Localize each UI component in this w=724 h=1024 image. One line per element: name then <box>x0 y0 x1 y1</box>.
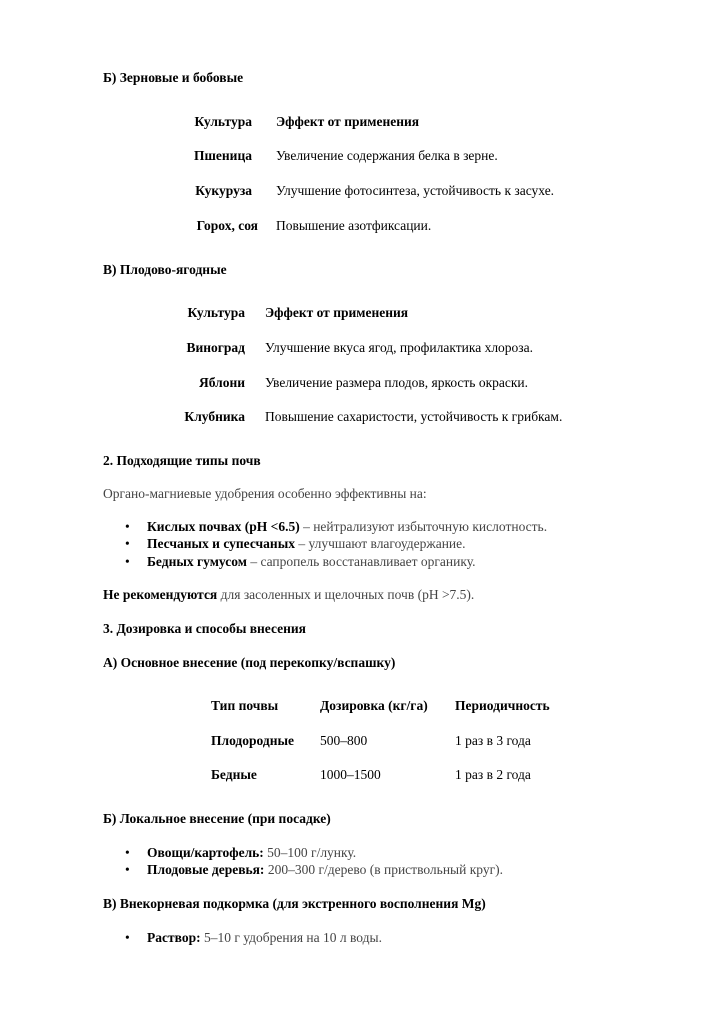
table-cell-effect: Повышение сахаристости, устойчивость к грибкам. <box>265 409 563 424</box>
not-recommended-note <box>103 587 474 603</box>
table-header-effect: Эффект от применения <box>276 114 420 129</box>
list-item-bold: Песчаных и супесчаных <box>147 536 295 551</box>
heading-local-application: Б) Локальное внесение (при посадке) <box>103 811 331 826</box>
table-cell-crop: Горох, соя <box>196 218 258 233</box>
list-item: • Овощи/картофель: 50–100 г/лунку. <box>125 845 357 860</box>
table-header-crop: Культура <box>187 305 245 320</box>
table-cell-period: 1 раз в 2 года <box>455 767 531 782</box>
list-item-text: – улучшают влагоудержание. <box>295 536 466 551</box>
table-cell-soil: Бедные <box>211 767 257 782</box>
list-item-text: – нейтрализуют избыточную кислотность. <box>299 519 548 534</box>
heading-basic-application: А) Основное внесение (под перекопку/вспашку) <box>103 655 396 670</box>
soil-intro-paragraph: Органо-магниевые удобрения особенно эффективны на: <box>103 486 427 501</box>
table-header-effect: Эффект от применения <box>265 305 409 320</box>
heading-grain: Б) Зерновые и бобовые <box>103 70 244 85</box>
table-cell-effect: Увеличение содержания белка в зерне. <box>276 148 498 163</box>
table-cell-period: 1 раз в 3 года <box>455 733 531 748</box>
heading-dosage: 3. Дозировка и способы внесения <box>103 621 306 636</box>
heading-soil-types: 2. Подходящие типы почв <box>103 453 261 468</box>
table-cell-dose: 1000–1500 <box>320 767 381 782</box>
list-item: • Плодовые деревья: 200–300 г/дерево (в приствольный круг). <box>125 862 504 877</box>
list-item-text: – сапропель восстанавливает органику. <box>246 554 476 569</box>
table-header-dose: Дозировка (кг/га) <box>320 698 428 713</box>
table-header-period: Периодичность <box>455 698 550 713</box>
heading-foliar-feeding: В) Внекорневая подкормка (для экстренного восполнения Mg) <box>103 896 486 911</box>
list-item: • Бедных гумусом – сапропель восстанавливает органику. <box>125 554 476 569</box>
list-item-bold: Раствор: <box>147 930 201 945</box>
list-item-text: 50–100 г/лунку. <box>263 845 357 860</box>
list-item-bold: Бедных гумусом <box>147 554 247 569</box>
table-cell-effect: Улучшение вкуса ягод, профилактика хлороза. <box>265 340 534 355</box>
note-text: для засоленных и щелочных почв (pH >7.5). <box>217 587 475 602</box>
table-cell-crop: Яблони <box>198 375 245 390</box>
table-cell-soil: Плодородные <box>211 733 295 748</box>
table-cell-crop: Виноград <box>186 340 245 355</box>
table-header-crop: Культура <box>194 114 252 129</box>
table-cell-crop: Кукуруза <box>195 183 252 198</box>
table-cell-crop: Клубника <box>184 409 245 424</box>
note-bold: Не рекомендуются <box>103 587 218 602</box>
table-cell-effect: Повышение азотфиксации. <box>276 218 432 233</box>
table-cell-effect: Увеличение размера плодов, яркость окраски. <box>265 375 529 390</box>
list-item-text: 5–10 г удобрения на 10 л воды. <box>200 930 382 945</box>
list-item: • Раствор: 5–10 г удобрения на 10 л воды. <box>125 930 382 945</box>
list-item-bold: Овощи/картофель: <box>147 845 264 860</box>
list-item-bold: Кислых почвах (pH <6.5) <box>147 519 300 534</box>
heading-fruit: В) Плодово-ягодные <box>103 262 227 277</box>
table-cell-effect: Улучшение фотосинтеза, устойчивость к засухе. <box>276 183 555 198</box>
list-item: • Кислых почвах (pH <6.5) – нейтрализуют избыточную кислотность. <box>125 519 548 534</box>
list-item-text: 200–300 г/дерево (в приствольный круг). <box>264 862 504 877</box>
list-item: • Песчаных и супесчаных – улучшают влагоудержание. <box>125 536 466 551</box>
table-cell-dose: 500–800 <box>320 733 368 748</box>
table-header-soil: Тип почвы <box>211 698 279 713</box>
list-item-bold: Плодовые деревья: <box>147 862 265 877</box>
table-cell-crop: Пшеница <box>194 148 252 163</box>
